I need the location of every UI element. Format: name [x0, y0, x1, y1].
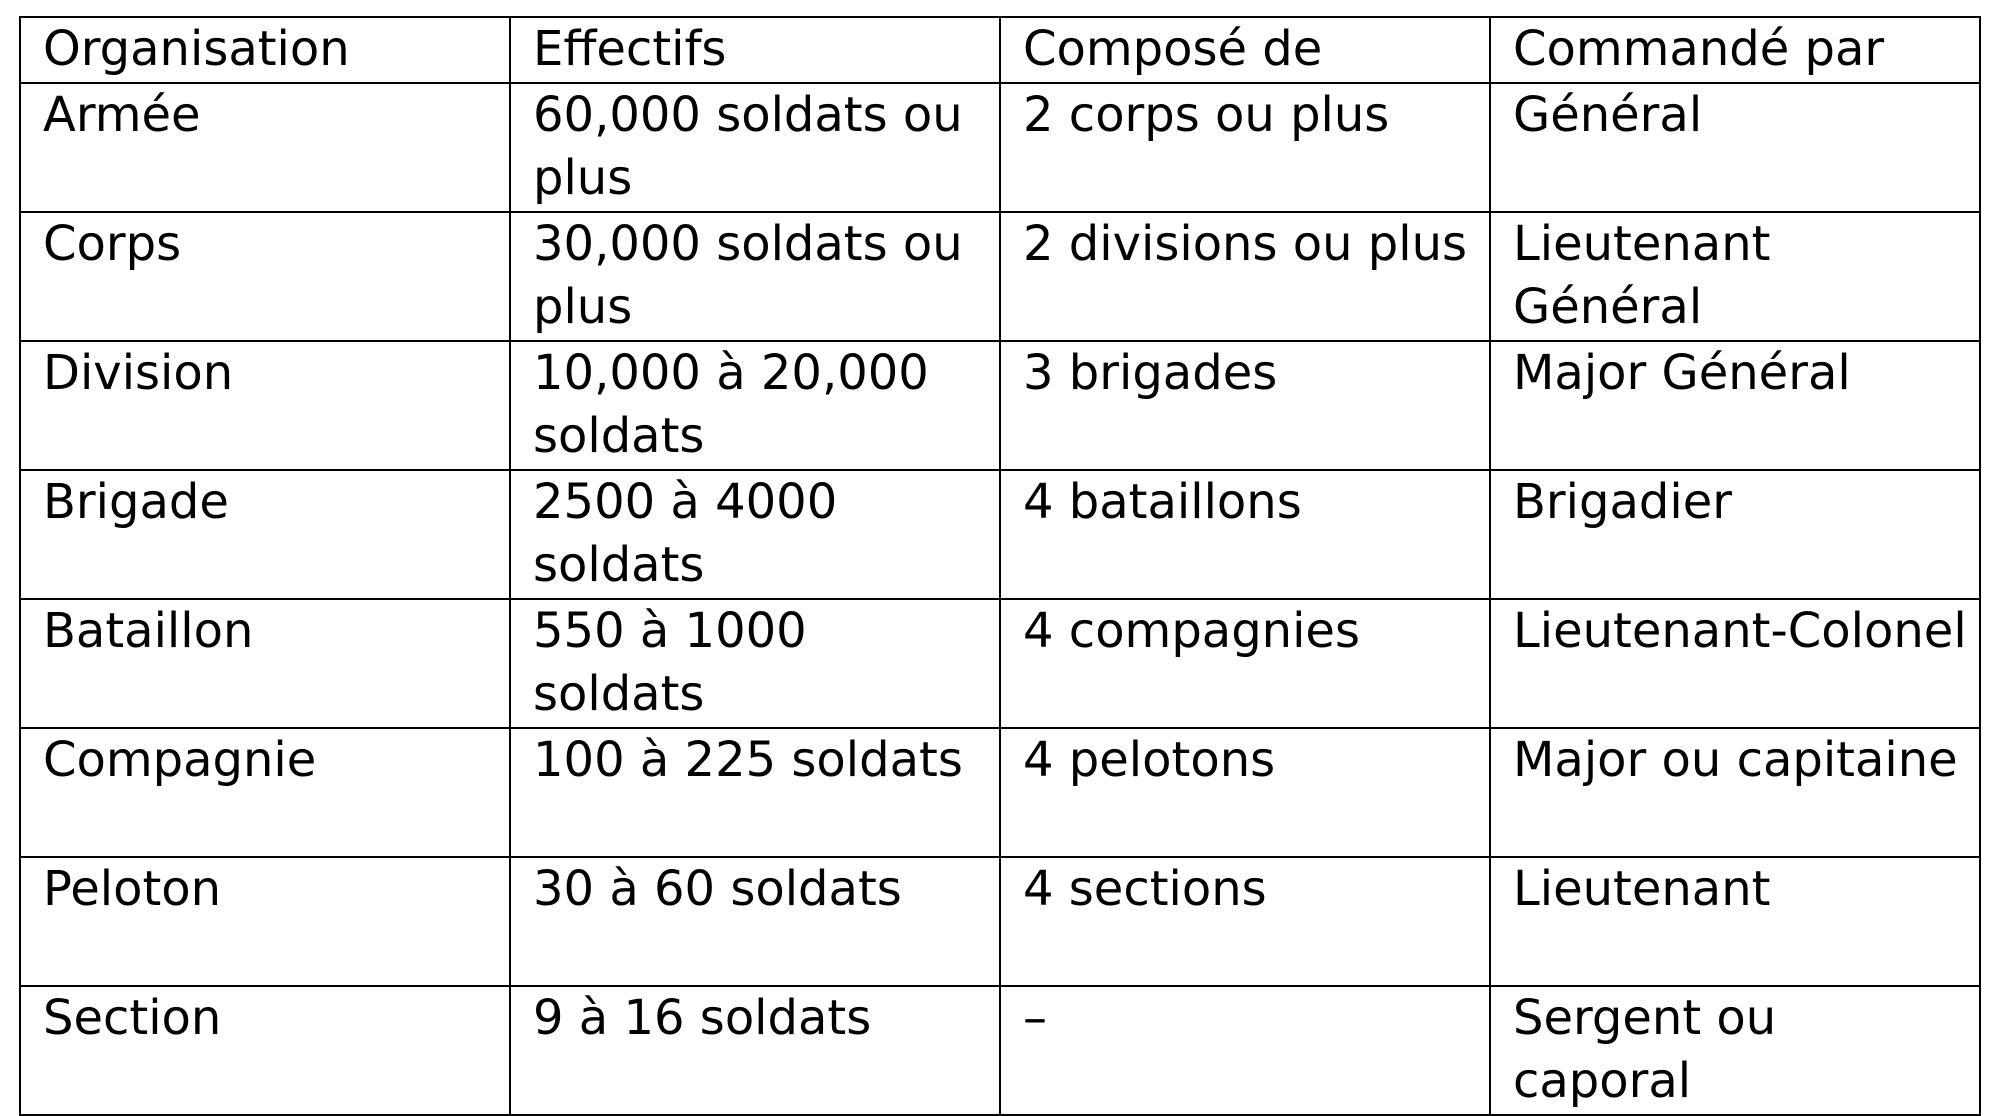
cell-organisation: Bataillon: [20, 599, 510, 728]
cell-organisation: Section: [20, 986, 510, 1115]
header-effectifs: Effectifs: [510, 17, 1000, 83]
cell-compose-de: 4 sections: [1000, 857, 1490, 986]
table-row: [20, 986, 1980, 1115]
cell-effectifs: 550 à 1000 soldats: [510, 599, 1000, 728]
table-header: [20, 17, 1980, 83]
header-row: [20, 17, 1980, 83]
cell-commande-par: Lieutenant: [1490, 857, 1980, 986]
table-row: [20, 857, 1980, 986]
cell-organisation: Compagnie: [20, 728, 510, 857]
cell-effectifs: 10,000 à 20,000 soldats: [510, 341, 1000, 470]
cell-compose-de: 2 divisions ou plus: [1000, 212, 1490, 341]
cell-effectifs: 2500 à 4000 soldats: [510, 470, 1000, 599]
cell-commande-par: Major ou capitaine: [1490, 728, 1980, 857]
cell-compose-de: 4 bataillons: [1000, 470, 1490, 599]
cell-commande-par: Sergent ou caporal: [1490, 986, 1980, 1115]
cell-compose-de: –: [1000, 986, 1490, 1115]
cell-compose-de: 4 compagnies: [1000, 599, 1490, 728]
cell-commande-par: Lieutenant Général: [1490, 212, 1980, 341]
cell-organisation: Division: [20, 341, 510, 470]
cell-effectifs: 30,000 soldats ou plus: [510, 212, 1000, 341]
cell-commande-par: Général: [1490, 83, 1980, 212]
cell-organisation: Armée: [20, 83, 510, 212]
cell-organisation: Peloton: [20, 857, 510, 986]
table-row: [20, 599, 1980, 728]
cell-commande-par: Major Général: [1490, 341, 1980, 470]
table-row: [20, 470, 1980, 599]
cell-effectifs: 100 à 225 soldats: [510, 728, 1000, 857]
organisation-table: [19, 16, 1981, 1116]
table-row: [20, 728, 1980, 857]
cell-commande-par: Brigadier: [1490, 470, 1980, 599]
header-commande-par: Commandé par: [1490, 17, 1980, 83]
header-compose-de: Composé de: [1000, 17, 1490, 83]
cell-effectifs: 30 à 60 soldats: [510, 857, 1000, 986]
table-body: [20, 83, 1980, 1115]
cell-organisation: Brigade: [20, 470, 510, 599]
table-row: [20, 83, 1980, 212]
table-row: [20, 341, 1980, 470]
cell-effectifs: 9 à 16 soldats: [510, 986, 1000, 1115]
cell-compose-de: 4 pelotons: [1000, 728, 1490, 857]
cell-effectifs: 60,000 soldats ou plus: [510, 83, 1000, 212]
table-row: [20, 212, 1980, 341]
cell-compose-de: 3 brigades: [1000, 341, 1490, 470]
cell-commande-par: Lieutenant-Colonel: [1490, 599, 1980, 728]
header-organisation: Organisation: [20, 17, 510, 83]
cell-organisation: Corps: [20, 212, 510, 341]
cell-compose-de: 2 corps ou plus: [1000, 83, 1490, 212]
